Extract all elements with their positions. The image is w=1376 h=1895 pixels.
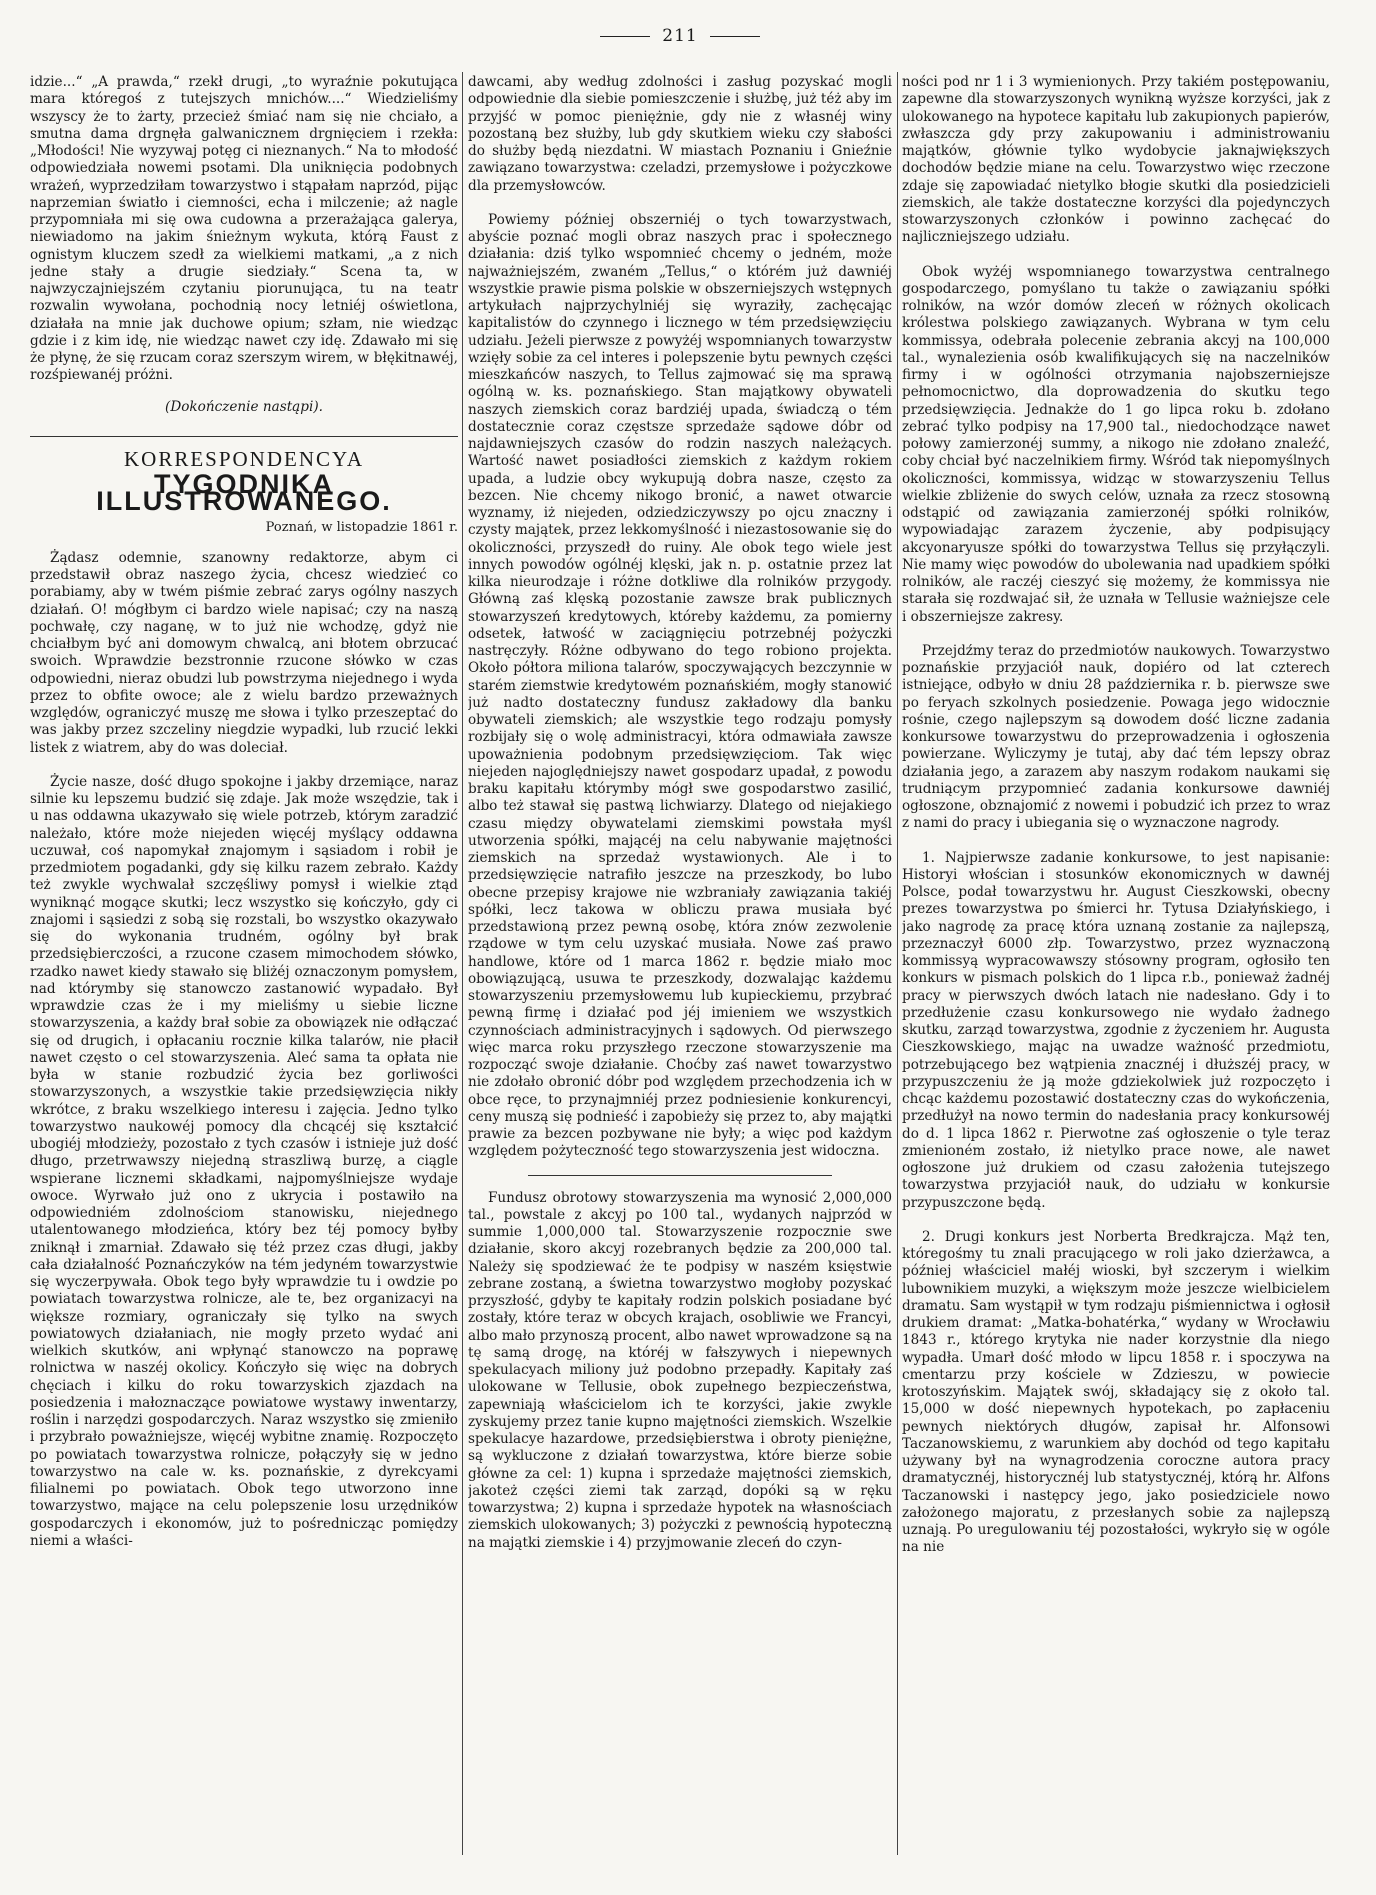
paragraph-gap	[902, 833, 1330, 850]
paragraph: Życie nasze, dość długo spokojne i jakby drzemiące, naraz silnie ku lepszemu budzić się zdaje. Jak może wszędzie, tak i u nas oddawna ukazywało się wiele potrzeb, którym zaradzić należało, które może niejeden więcéj myślący oddawna uczuwał, coś napomykał znajomym i sąsiadom i robił je przedmiotem pogadanki, gdy się kilku razem zebrało. Każdy też zwykle wychwalał szczęśliwy pomysł i wielkie ztąd wyniknąć mogące skutki; lecz wszystko się kończyło, gdy ci znajomi i sąsiedzi z sobą się rozstali, bo wszystko okazywało się do wykonania trudném, ogólny był brak przedsiębierczości, a rzucone czasem mimochodem słówko, rzadko nawet kiedy stawało się bliżéj oznaczonym pomysłem, nad którymby się stanowczo zastanowić wypadało. Był wprawdzie czas że i my mieliśmy u siebie liczne stowarzyszenia, a każdy brał sobie za obowiązek nie odłączać się od drugich, i opłacaniu rocznie kilka talarów, nie płacił nawet często o cel stowarzyszenia. Aleć sama ta opłata nie była w stanie rozbudzić życia bez gorliwości stowarzyszonych, a wszystkie takie przedsięwzięcia nikły wkrótce, z braku wszelkiego interesu i zajęcia. Jedno tylko towarzystwo naukowéj pomocy dla chcącéj się kształcić ubogiéj młodzieży, pozostało z tych czasów i istnieje już dość długo, przetrwawszy niejedną straszliwą burzę, a ciągle wspierane licznemi składkami, najpomyślniejsze wydaje owoce. Wyrwało już ono z ukrycia i postawiło na odpowiedniém zdolnościom stanowisku, niejednego utalentowanego młodzieńca, który bez téj pomocy byłby zniknął i zmarniał. Zdawało się téż przez czas długi, jakby cała działalność Poznańczyków na tém jedyném towarzystwie się wyczerpywała. Obok tego były wprawdzie tu i owdzie po powiatach towarzystwa rolnicze, ale te, bez organizacyi na większe rozmiary, ograniczały się tylko na swych powiatowych działaniach, nie mogły przeto wydać ani wielkich skutków, ani wpłynąć stanowczo na poprawę rolnictwa w naszéj okolicy. Kończyło się więc na dobrych chęciach i kilku do roku towarzyskich zjazdach na posiedzenia i małoznaczące powiatowe wystawy inwentarzy, roślin i narzędzi gospodarczych. Naraz wszystko się zmieniło i przybrało poważniejsze, więcéj wybitne znamię. Rozpoczęto po powiatach towarzystwa rolnicze, połączyły się w jedno towarzystwo na cale w. ks. poznańskie, z dyrekcyami filialnemi po powiatach. Obok tego utworzono inne towarzystwo, mające na celu polepszenie losu urzędników gospodarczych i ekonomów, już to pośrednicząc pomiędzy niemi a właści-	[30, 773, 458, 1549]
paragraph: Powiemy później obszerniéj o tych towarzystwach, abyście poznać mogli obraz naszych prac i społecznego działania: dziś tylko wspomnieć chcemy o jedném, może najważniejszém, zwaném „Tellus,“ o którém już dawniéj wszystkie prawie pisma polskie w obszerniejszych wstępnych artykułach najprzychylniéj się wyraziły, zachęcając kapitalistów do czynnego i licznego w tém przedsięwzięciu udziału. Jeżeli pierwsze z powyżéj wspomnianych towarzystw wzięły sobie za cel interes i polepszenie bytu pewnych części mieszkańców naszych, to Tellus zajmować się ma sprawą ogólną w. ks. poznańskiego. Stan majątkowy obywateli naszych ziemskich coraz bardziéj upada, świadczą o tém dostatecznie coraz częstsze sprzedaże sądowe dóbr od najdawniejszych czasów do rodzin naszych należących. Wartość nawet posiadłości ziemskich z każdym rokiem upada, a ludzie obcy wykupują dobra nasze, często za bezcen. Nie chcemy nikogo bronić, a nawet otwarcie wyznamy, iż niejeden, odziedziczywszy po ojcu znaczny i czysty majątek, przez lekkomyślność i niezastosowanie się do okoliczności, przyszedł do ruiny. Ale obok tego wiele jest innych powodów ogólnéj klęski, jak n. p. ostatnie przez lat kilka nieurodzaje i różne dotkliwe dla rolników przygody. Główną zaś klęską pozostanie zawsze brak publicznych stowarzyszeń kredytowych, któreby każdemu, za pomierny odsetek, łatwość w zaciągnięciu potrzebnéj pożyczki nastręczyły. Różne odbywano do tego robiono projekta. Około półtora miliona talarów, spoczywających bezczynnie w starém ziemstwie kredytowém poznańskiém, mogły stanowić już nadto dostateczny fundusz zakładowy dla banku obywateli ziemskich; ale wszystkie tego rodzaju pomysły rozbijały się o wolę administracyi, która odmawiała zawsze upoważnienia podobnym przedsięwzięciom. Tak więc niejeden najoględniejszy nawet gospodarz upadał, z powodu braku kapitału którymby mógł swe gospodarstwo zasilić, albo też stawał się pastwą lichwiarzy. Dlatego od niejakiego czasu między obywatelami ziemskimi powstała myśl utworzenia spółki, mającéj na celu nabywanie majętności ziemskich na sprzedaż wystawionych. Ale i to przedsięwzięcie natrafiło jeszcze na przeszkody, bo lubo obecne przepisy krajowe nie wzbraniały zawiązania takiéj spółki, lecz takowa w obliczu prawa musiała być przedstawioną przez pewną osobę, która znów zezwolenie rządowe w tym celu uzyskać musiała. Nowe zaś prawo handlowe, które od 1 marca 1862 r. będzie miało moc obowiązującą, usuwa te przeszkody, dozwalając każdemu stowarzyszeniu przemysłowemu lub kupieckiemu, przybrać pewną firmę i działać pod jéj imieniem we wszystkich czynnościach administracyjnych i sądowych. Od pierwszego więc marca roku przyszłego rzeczone stowarzyszenie ma rozpocząć swoje działanie. Choćby zaś nawet towarzystwo nie zdołało obronić dóbr pod względem przechodzenia ich w obce ręce, to przynajmniéj przez podniesienie konkurencyi, ceny muszą się podnieść i zapobieży się przez to, aby majątki prawie za bezcen pozbywane nie były; a więc pod każdym względem pożyteczność tego stowarzyszenia jest widoczna.	[468, 211, 892, 1160]
column-left	[30, 74, 458, 1879]
paragraph: Fundusz obrotowy stowarzyszenia ma wynosić 2,000,000 tal., powstale z akcyj po 100 tal., wydanych najprzód w summie 1,000,000 tal. Stowarzyszenie rozpocznie swe działanie, skoro akcyj rozebranych będzie za 200,000 tal. Należy się spodziewać że te podpisy w naszém księstwie zebrane zostaną, a świetna towarzystwo mogłoby pozyskać przyszłość, gdyby te kapitały rodzin polskich posiadane być zostały, które teraz w obcych krajach, osobliwie we Francyi, albo mało przynoszą procent, albo nawet wprowadzone są na tę samą drogę, na któréj w fałszywych i niepewnych spekulacyach miliony już podobno przepadły. Kapitały zaś ulokowane w Tellusie, obok zupełnego bezpieczeństwa, zapewniają właścicielom ich te korzyści, jakie zwykle zyskujemy przez tanie kupno majętności ziemskich. Wszelkie spekulacye hazardowe, przedsiębierstwa i obroty pieniężne, są wykluczone z działań towarzystwa, które bierze sobie główne za cel: 1) kupna i sprzedaże majętności ziemskich, jakoteż części ziemi tak zarząd, dopóki są w ręku towarzystwa; 2) kupna i sprzedaże hypotek na własnościach ziemskich ulokowanych; 3) pożyczki z pewnością hypoteczną na majątki ziemskie i 4) przyjmowanie zleceń do czyn-	[468, 1189, 892, 1551]
paragraph: dawcami, aby według zdolności i zasług pozyskać mogli odpowiednie dla siebie pomieszczenie i służbę, już téż aby im przyjść w pomoc pieniężnie, gdy nie z własnéj winy pozostaną bez służby, lub gdy skutkiem wieku czy słabości do służby będą niezdatni. W miastach Poznaniu i Gnieźnie zawiązano towarzystwa: czeladzi, przemysłowe i pożyczkowe dla przemysłowców.	[468, 74, 892, 194]
section-divider	[30, 436, 458, 437]
paragraph-gap	[902, 1212, 1330, 1229]
paragraph: Żądasz odemnie, szanowny redaktorze, abym ci przedstawił obraz naszego życia, chcesz wiedzieć co porabiamy, aby w twém piśmie zebrać zarys ogólny naszych działań. O! mógłbym ci bardzo wiele napisać; czy na naszą pochwałę, czy naganę, w to już nie wchodzę, gdyż nie chciałbym być ani domowym chwalcą, ani błotem obrzucać swoich. Wprawdzie bezstronnie rzucone słówko w czas odpowiedni, nieraz obudzi lub powstrzyma niejednego i wyda przez to obfite owoce; ale z wielu bardzo przeważnych względów, ograniczyć muszę me słowa i tylko przeszeptać do was jakby przez szczeliny niegdzie wypadki, lub rzucić lekki listek z wiatrem, aby do was doleciał.	[30, 549, 458, 756]
column-middle	[468, 74, 892, 1879]
paragraph-gap	[902, 247, 1330, 264]
paragraph: 1. Najpierwsze zadanie konkursowe, to jest napisanie: Historyi włościan i stosunków ekonomicznych w dawnéj Polsce, podał towarzystwu hr. August Cieszkowski, obecny prezes towarzystwa po śmierci hr. Tytusa Działyńskiego, i jako nagrodę za pracę która uznaną zostanie za najlepszą, przeznaczył 6000 złp. Towarzystwo, przez wyznaczoną kommissyą wypracowawszy stósowny program, ogłosiło ten konkurs w pismach polskich do 1 lipca r.b., ponieważ żadnéj pracy w pierwszych dwóch latach nie nadesłano. Gdy i to przedłużenie czasu konkursowego nie wydało żadnego skutku, zarząd towarzystwa, zgodnie z życzeniem hr. Augusta Cieszkowskiego, mając na uwadze ważność przedmiotu, potrzebującego bez wątpienia znacznéj i dłuższéj pracy, w przypuszczeniu że ją może gdziekolwiek już rozpoczęto i chcąc każdemu pozostawić dostateczny czas do wykończenia, przedłużył na nowo termin do nadesłania pracy konkursowéj do d. 1 lipca 1862 r. Pierwotne zaś ogłoszenie o tyle teraz zmienioném zostało, iż nietylko prace nowe, ale nawet ogłoszone już drukiem od czasu założenia tutejszego towarzystwa przyjaciół nauk, do udziału w konkursie przypuszczone będą.	[902, 849, 1330, 1211]
column-divider	[462, 72, 463, 1855]
section-subheading: TYGODNIKA ILLUSTROWANEGO.	[96, 469, 392, 517]
column-divider	[897, 72, 898, 1855]
paragraph-gap	[30, 757, 458, 774]
continuation-note: (Dokończenie nastąpi).	[165, 398, 323, 415]
paragraph: Przejdźmy teraz do przedmiotów naukowych. Towarzystwo poznańskie przyjaciół nauk, dopiéro od lat czterech istniejące, odbyło w dniu 28 października r. b. pierwsze swe po feryach szkolnych posiedzenie. Powaga jego widocznie rośnie, czego najlepszym są dowodem dość liczne zadania konkursowe towarzystwu do przeprowadzenia i ogłoszenia powierzane. Wyliczymy je tutaj, aby dać tém lepszy obraz działania jego, a zarazem aby naszym rodakom naukami się trudniącym przypomnieć zadania konkursowe dawniéj ogłoszone, obznajomić z nowemi i pobudzić ich przez to wraz z nami do pracy i ubiegania się o wyznaczone nagrody.	[902, 642, 1330, 832]
header-rule-left	[600, 36, 650, 37]
column-right	[902, 74, 1330, 1879]
page-number-header	[580, 26, 780, 46]
header-rule-right	[710, 36, 760, 37]
section-heading: KORRESPONDENCYA	[123, 446, 365, 471]
dateline: Poznań, w listopadzie 1861 r.	[265, 519, 458, 535]
paragraph: ności pod nr 1 i 3 wymienionych. Przy takiém postępowaniu, zapewne dla stowarzyszonych wynikną wyższe korzyści, jak z ulokowanego na hypotece kapitału lub zakupionych papierów, zwłaszcza gdy przy zakupowaniu i administrowaniu majątków, głównie tylko wydobycie jaknajwiększych dochodów będzie miane na celu. Towarzystwo więc rzeczone zdaje się zapowiadać nietylko błogie skutki dla posiedzicieli ziemskich, ale także dostateczne korzyści dla pojedynczych stowarzyszonych członków i powinno zachęcać do najliczniejszego udziału.	[902, 74, 1330, 246]
paragraph-gap	[902, 626, 1330, 643]
story-continuation: idzie...“ „A prawda,“ rzekł drugi, „to wyraźnie pokutująca mara któregoś z tutejszych mnichów....“ Wiedzieliśmy wszyscy że to żarty, przecież śmiać nam się nie chciało, a smutna dama drgnęła galwanicznem drgnięciem i rzekła: „Młodości! Nie wyzywaj potęg ci nieznanych.“ Na to młodość odpowiedziała nowemi psotami. Dla uniknięcia podobnych wrażeń, wyprzedziłam towarzystwo i stąpałam naprzód, pijąc naprzemian światło i ciemności, echa i milczenie; aż nagle przypomniała mi się owa cudowna a przerażająca galerya, niewiadomo na jakim śnieżnym wykuta, którą Faust z ognistym kluczem szedł za wielkiemi matkami, „a z nich jedne stały a drugie siedziały.“ Scena ta, w najwzyczajniejszém czytaniu piorunująca, tu na teatr rozwalin wywołana, pochodnią nocy letniéj oświetlona, działała na mnie jak duchowe opium; szłam, nie wiedząc gdzie i z kim idę, nie wiedząc nawet czy idę. Zdawało mi się że płynę, że się rzucam coraz szerszym wirem, w błękitnawéj, rozśpiewanéj próżni.	[30, 74, 458, 384]
section-divider	[528, 1175, 832, 1176]
page-number: 211	[662, 26, 698, 46]
paragraph-gap	[468, 195, 892, 212]
paragraph: 2. Drugi konkurs jest Norberta Bredkrajcza. Mąż ten, któregośmy tu znali pracującego w roli jako dzierżawca, a później właściciel małéj wioski, był szczerym i wielkim lubownikiem muzyki, a większym może jeszcze wielbicielem dramatu. Sam wystąpił w tym rodzaju piśmiennictwa i ogłosił drukiem dramat: „Matka-bohatérka,“ wydany w Wrocławiu 1843 r., którego krytyka nie nader korzystnie dla niego wypadła. Umarł dość młodo w lipcu 1858 r. i spoczywa na cmentarzu przy kościele w Zdzieszu, w powiecie krotoszyńskim. Majątek swój, składający się z około tal. 15,000 w dość niepewnych hypotekach, po zapłaceniu pewnych niektórych długów, zapisał hr. Alfonsowi Taczanowskiemu, z warunkiem aby dochód od tego kapitału używany był na wynagrodzenia coroczne autora pracy dramatycznéj, historycznéj lub statystycznéj, którą hr. Alfons Taczanowski i następcy jego, jako posiedziciele nowo założonego majoratu, z przesłanych sobie za najlepszą uznają. Po uregulowaniu téj pozostałości, wykryło się w ogóle na nie	[902, 1228, 1330, 1556]
paragraph: Obok wyżéj wspomnianego towarzystwa centralnego gospodarczego, pomyślano tu także o zawiązaniu spółki rolników, na wzór domów zleceń w różnych okolicach królestwa polskiego zawiązanych. Wybrana w tym celu kommissya, odebrała polecenie zebrania akcyj na 100,000 tal., wynalezienia osób kwalifikujących się na naczelników firmy i w ogólności otrzymania najobszerniejsze pełnomocnictwo, dla doprowadzenia do skutku tego przedsięwzięcia. Jednakże do 1 go lipca roku b. zdołano zebrać tylko podpisy na 17,900 tal., niedochodzące nawet połowy zamierzonéj summy, a nikogo nie zdołano znaleźć, coby chciał być naczelnikiem firmy. Wśród tak niepomyślnych okoliczności, kommissya, widząc w stowarzyszeniu Tellus wielkie zbliżenie do swych celów, uznała za rzecz stosowną odstąpić od zawiązania zamierzonéj spółki rolników, wypowiadając zarazem życzenie, aby podpisujący akcyonaryusze spółki do towarzystwa Tellus się przyłączyli. Nie mamy więc powodów do ubolewania nad upadkiem spółki rolników, ale raczéj cieszyć się możemy, że kommissya nie starała się rozdwajać sił, że uznała w Tellusie ważniejsze cele i obszerniejsze zakresy.	[902, 263, 1330, 625]
